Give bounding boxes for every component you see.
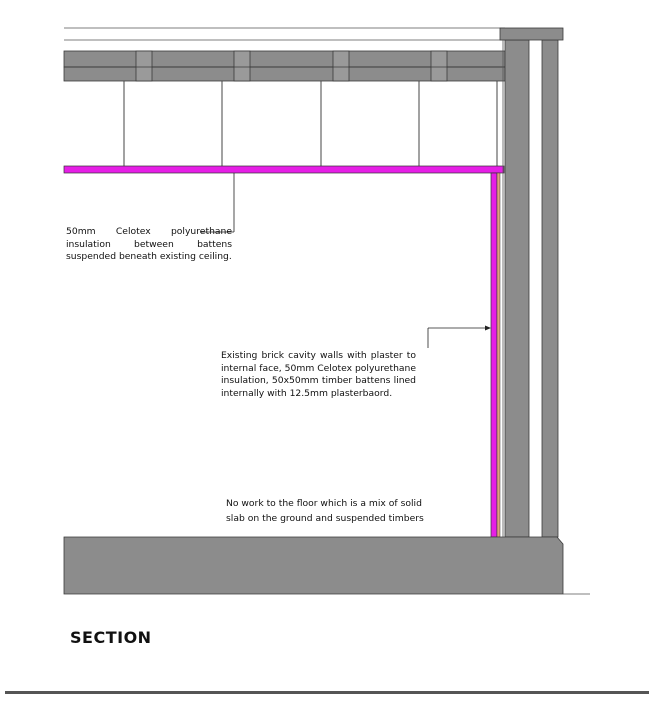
cavity-wall (500, 28, 563, 537)
wall-insulation (491, 173, 497, 537)
ceiling-insulation (64, 166, 504, 173)
floor-slab (64, 537, 563, 594)
ceiling-structure (64, 51, 505, 81)
wall-note-arrow (485, 326, 491, 331)
ceiling-note-leader (200, 173, 234, 232)
wall-insulation-note: Existing brick cavity walls with plaster to internal face, 50mm Celotex polyurethane insulation, 50x50mm timber battens lined internally with 12.5mm plasterbaord. (221, 350, 416, 399)
ceiling-insulation-note: 50mm Celotex polyurethane insulation between battens suspended beneath existing ceiling. (66, 226, 232, 262)
ceiling-top-lines (64, 28, 505, 40)
wall-note-leader (428, 328, 489, 348)
floor-note: No work to the floor which is a mix of solid slab on the ground and suspended timbers (226, 498, 424, 524)
section-title: SECTION (70, 628, 152, 647)
wall-lining (497, 173, 500, 537)
page-bottom-rule (5, 691, 649, 694)
ceiling-hangers (124, 81, 497, 166)
